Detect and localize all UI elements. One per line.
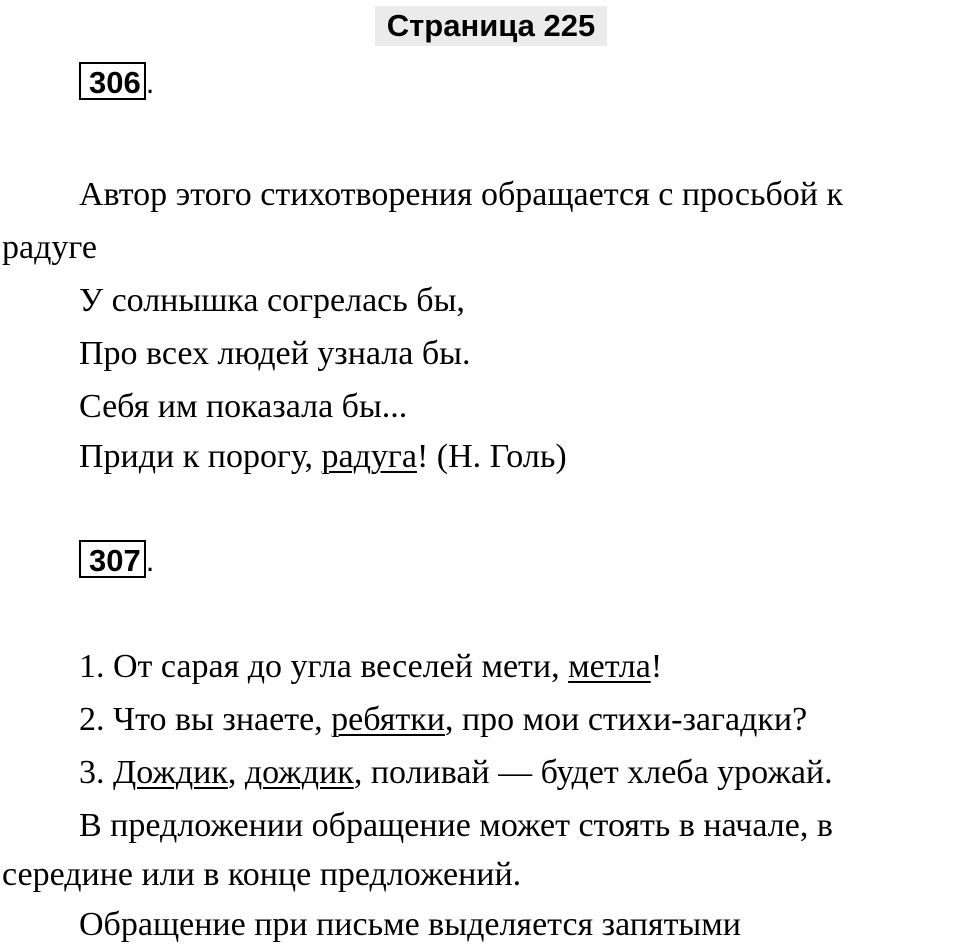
intro-line-2: радуге (2, 229, 97, 266)
address-word: метла (568, 648, 651, 685)
sentence-2-start: 2. Что вы знаете, (79, 701, 332, 738)
sentence-2-end: , про мои стихи-загадки? (444, 701, 808, 738)
poem-line-4-start: Приди к порогу, (79, 438, 322, 475)
poem-line-4 (79, 437, 567, 477)
address-word: радуга (321, 438, 417, 475)
sentence-1 (79, 647, 662, 687)
sentence-3-start: 3. (79, 754, 113, 791)
page-title: Страница 225 (375, 6, 607, 46)
sentence-1-end: ! (650, 648, 663, 685)
rule-line-3: Обращение при письме выделяется запятыми (79, 906, 741, 943)
address-word: ребятки (331, 701, 445, 738)
sentence-2 (79, 700, 807, 740)
exercise-number-box: 306 (79, 62, 146, 100)
poem-line-1: У солнышка согрелась бы, (79, 282, 465, 319)
exercise-number-306 (79, 62, 154, 102)
sentence-3-separator: , (227, 754, 245, 791)
poem-line-4-end: ! (Н. Голь) (416, 438, 567, 475)
sentence-1-start: 1. От сарая до угла веселей мети, (79, 648, 569, 685)
sentence-3-end: , поливай — будет хлеба урожай. (353, 754, 833, 791)
exercise-number-dot: . (145, 543, 155, 578)
exercise-number-dot: . (145, 65, 155, 100)
rule-line-2: середине или в конце предложений. (2, 856, 522, 893)
sentence-3 (79, 753, 833, 793)
exercise-number-box: 307 (79, 540, 146, 578)
address-word: Дождик (113, 754, 228, 791)
poem-line-3: Себя им показала бы... (79, 388, 408, 425)
address-word: дождик (244, 754, 354, 791)
exercise-number-307 (79, 540, 154, 580)
rule-line-1: В предложении обращение может стоять в начале, в (79, 807, 833, 844)
poem-line-2: Про всех людей узнала бы. (79, 335, 471, 372)
intro-line-1: Автор этого стихотворения обращается с просьбой к (79, 176, 843, 213)
